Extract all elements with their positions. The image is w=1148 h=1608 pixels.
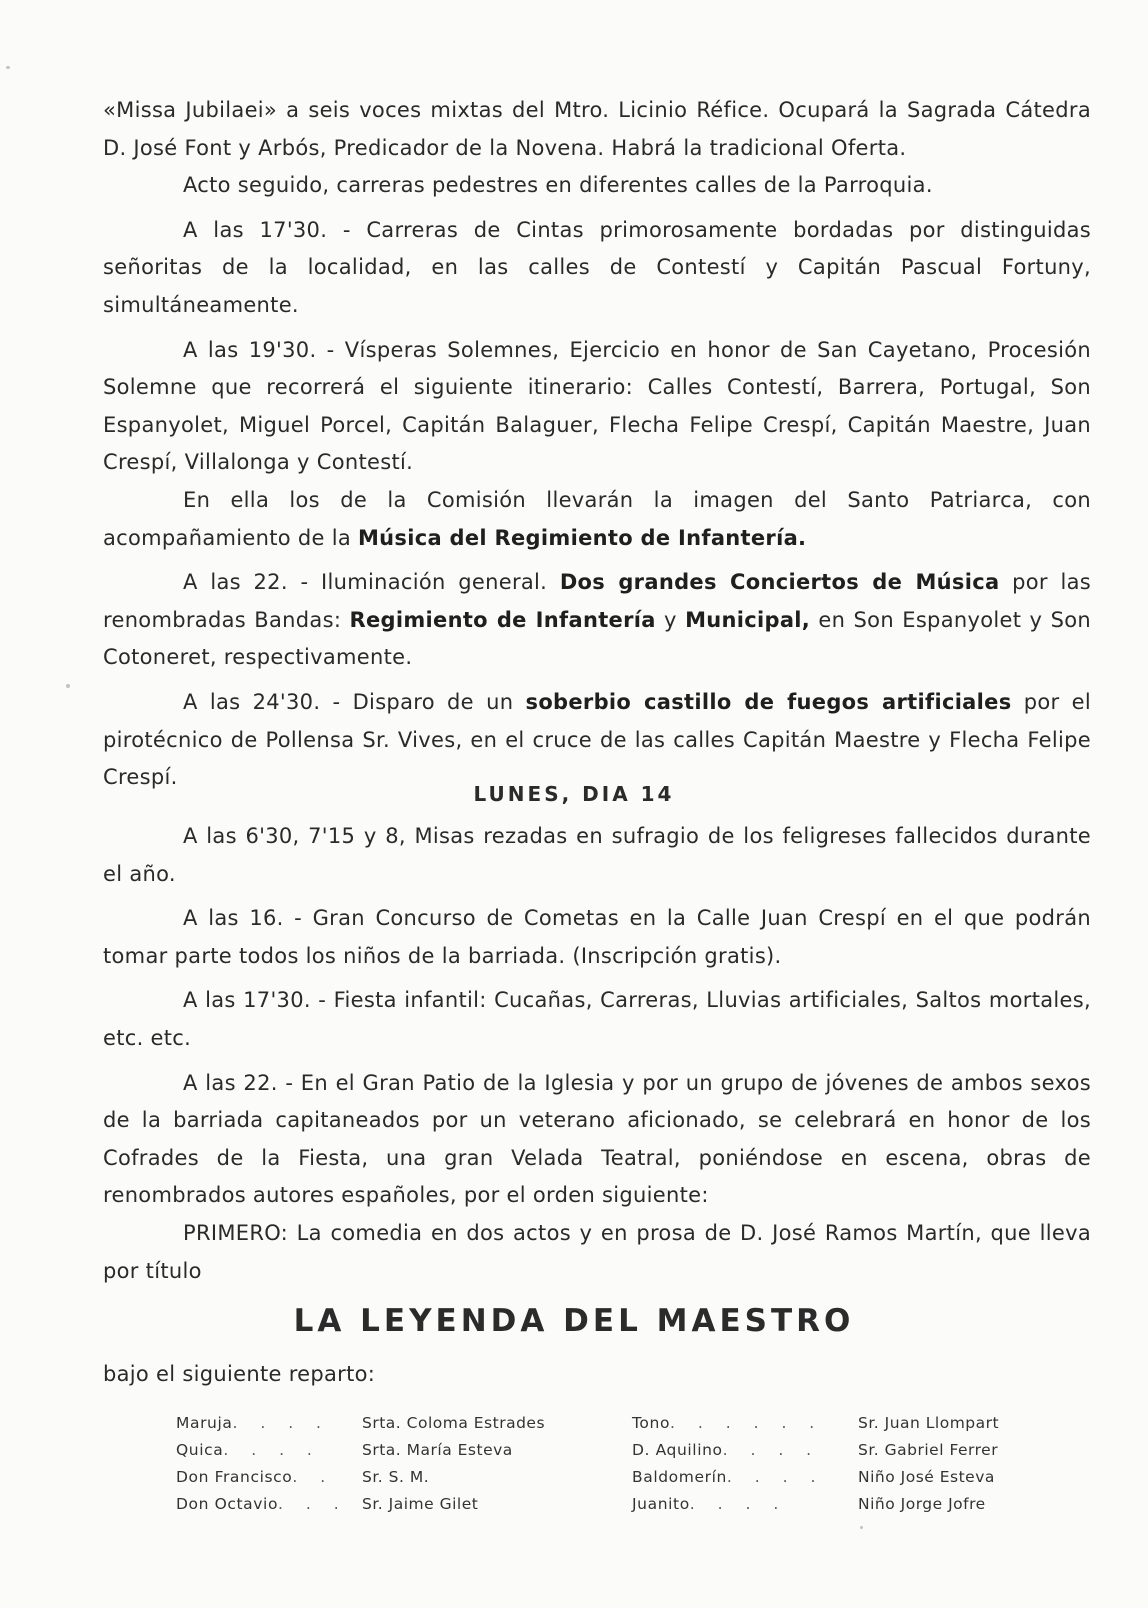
- paragraph: A las 22. - Iluminación general. Dos grandes Conciertos de Música por las renombradas Bandas: Regimiento de Infantería y Municipal, en Son Espanyolet y Son Cotoneret, respectivamente.: [103, 570, 1091, 670]
- paragraph: A las 19'30. - Vísperas Solemnes, Ejercicio en honor de San Cayetano, Procesión Solemne que recorrerá el siguiente itinerario: Calles Contestí, Barrera, Portugal, Son Espanyolet, Miguel Porcel, Capitán Balaguer, Flecha Felipe Crespí, Capitán Maestre, Juan Crespí, Villalonga y Contestí.: [103, 337, 1091, 475]
- cast-actors-left: [362, 1410, 545, 1518]
- paragraph: A las 17'30. - Fiesta infantil: Cucañas, Carreras, Lluvias artificiales, Saltos mortales, etc. etc.: [103, 988, 1091, 1050]
- cast-role: Don Octavio. . .: [176, 1491, 348, 1518]
- leader-dots: . . . .: [223, 1441, 321, 1459]
- cast-actor: Sr. Juan Llompart: [858, 1414, 1000, 1432]
- cast-role: Don Francisco. .: [176, 1464, 348, 1491]
- cast-role: Maruja. . . .: [176, 1410, 348, 1437]
- leader-dots: . . . .: [722, 1441, 821, 1459]
- leader-dots: . . . .: [232, 1414, 330, 1432]
- cast-role: D. Aquilino. . . .: [632, 1437, 824, 1464]
- cast-role: Tono. . . . . .: [632, 1410, 824, 1437]
- paragraph: A las 6'30, 7'15 y 8, Misas rezadas en sufragio de los feligreses fallecidos durante el año.: [103, 824, 1091, 886]
- leader-dots: . . .: [278, 1495, 348, 1513]
- paragraph: Acto seguido, carreras pedestres en diferentes calles de la Parroquia.: [183, 173, 933, 198]
- paragraph: A las 17'30. - Carreras de Cintas primorosamente bordadas por distinguidas señoritas de la localidad, en las calles de Contestí y Capitán Pascual Fortuny, simultáneamente.: [103, 217, 1091, 317]
- cast-actor: Srta. María Esteva: [362, 1441, 513, 1459]
- cast-actor: Niño Jorge Jofre: [858, 1495, 986, 1513]
- leader-dots: . . . . . .: [670, 1414, 824, 1432]
- leader-dots: . .: [292, 1468, 335, 1486]
- scan-speck: [6, 66, 10, 69]
- reparto-label: bajo el siguiente reparto:: [103, 1362, 376, 1386]
- program-text-block-2: [103, 818, 1091, 1290]
- scan-speck: [860, 1526, 863, 1529]
- leader-dots: . . . .: [689, 1495, 788, 1513]
- paragraph: A las 16. - Gran Concurso de Cometas en la Calle Juan Crespí en el que podrán tomar parte todos los niños de la barriada. (Inscripción gratis).: [103, 906, 1091, 968]
- cast-roles-right: [632, 1410, 824, 1518]
- cast-actor: Niño José Esteva: [858, 1468, 995, 1486]
- cast-role: Juanito. . . .: [632, 1491, 824, 1518]
- leader-dots: . . . .: [726, 1468, 825, 1486]
- cast-roles-left: [176, 1410, 348, 1518]
- day-heading: LUNES, DIA 14: [473, 782, 675, 806]
- paragraph: A las 24'30. - Disparo de un soberbio castillo de fuegos artificiales por el pirotécnico de Pollensa Sr. Vives, en el cruce de las calles Capitán Maestre y Flecha Felipe Crespí.: [103, 689, 1091, 790]
- paragraph: En ella los de la Comisión llevarán la imagen del Santo Patriarca, con acompañamiento de la Música del Regimiento de Infantería.: [103, 487, 1091, 550]
- program-text-block-1: [103, 92, 1091, 797]
- scan-speck: [66, 684, 70, 688]
- cast-role: Baldomerín. . . .: [632, 1464, 824, 1491]
- cast-actor: Sr. Jaime Gilet: [362, 1495, 479, 1513]
- paragraph: PRIMERO: La comedia en dos actos y en prosa de D. José Ramos Martín, que lleva por título: [103, 1220, 1091, 1283]
- cast-role: Quica. . . .: [176, 1437, 348, 1464]
- play-title: LA LEYENDA DEL MAESTRO: [293, 1303, 855, 1339]
- cast-actor: Sr. Gabriel Ferrer: [858, 1441, 999, 1459]
- cast-actor: Srta. Coloma Estrades: [362, 1414, 546, 1432]
- paragraph: A las 22. - En el Gran Patio de la Iglesia y por un grupo de jóvenes de ambos sexos de la barriada capitaneados por un veterano aficionado, se celebrará en honor de los Cofrades de la Fiesta, una gran Velada Teatral, poniéndose en escena, obras de renombrados autores españoles, por el orden siguiente:: [103, 1070, 1091, 1208]
- cast-actors-right: [858, 1410, 999, 1518]
- cast-actor: Sr. S. M.: [362, 1468, 430, 1486]
- paragraph: «Missa Jubilaei» a seis voces mixtas del Mtro. Licinio Réfice. Ocupará la Sagrada Cátedra D. José Font y Arbós, Predicador de la Novena. Habrá la tradicional Oferta.: [103, 98, 1091, 160]
